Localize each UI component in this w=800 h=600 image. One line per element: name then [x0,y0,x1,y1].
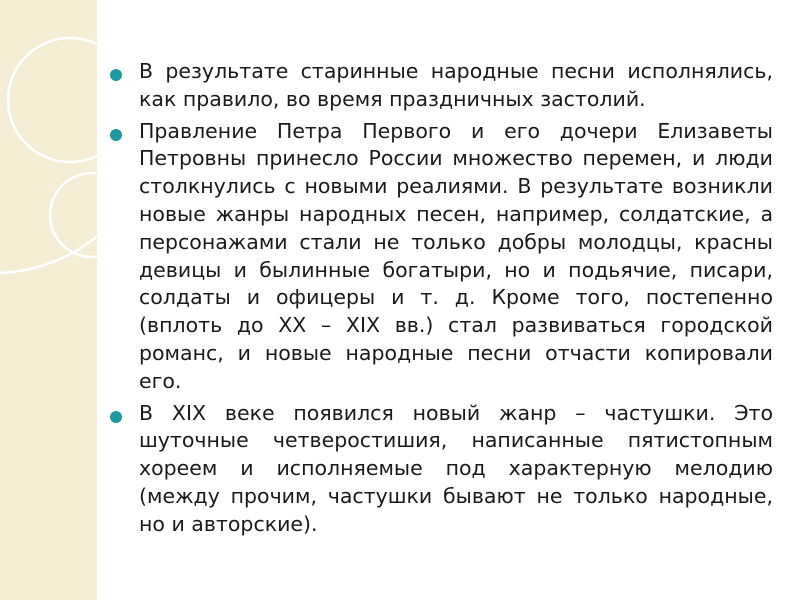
bullet-text: В результате старинные народные песни исполнялись, как правило, во время праздничных застолий. [139,59,773,111]
list-item [110,118,773,396]
bullet-text: Правление Петра Первого и его дочери Елизаветы Петровны принесло России множество перемен, и люди столкнулись с новыми реалиями. В результате возникли новые жанры народных песен, например, солдатские, а персонажами стали не только добры молодцы, красны девицы и былинные богатыри, но и подьячие, писари, солдаты и офицеры и т. д. Кроме того, постепенно (вплоть до XX – XIX вв.) стал развиваться городской романс, и новые народные песни отчасти копировали его. [139,118,773,393]
decorative-side-band [0,0,97,600]
bullet-list [110,58,773,543]
list-item [110,58,773,114]
bullet-icon [110,69,122,81]
bullet-icon [110,411,122,423]
list-item [110,400,773,539]
bullet-text: В XIX веке появился новый жанр – частушки. Это шуточные четверостишия, написанные пятистопным хореем и исполняемые под характерную мелодию (между прочим, частушки бывают не только народные, но и авторские). [139,400,773,536]
bullet-icon [110,129,122,141]
